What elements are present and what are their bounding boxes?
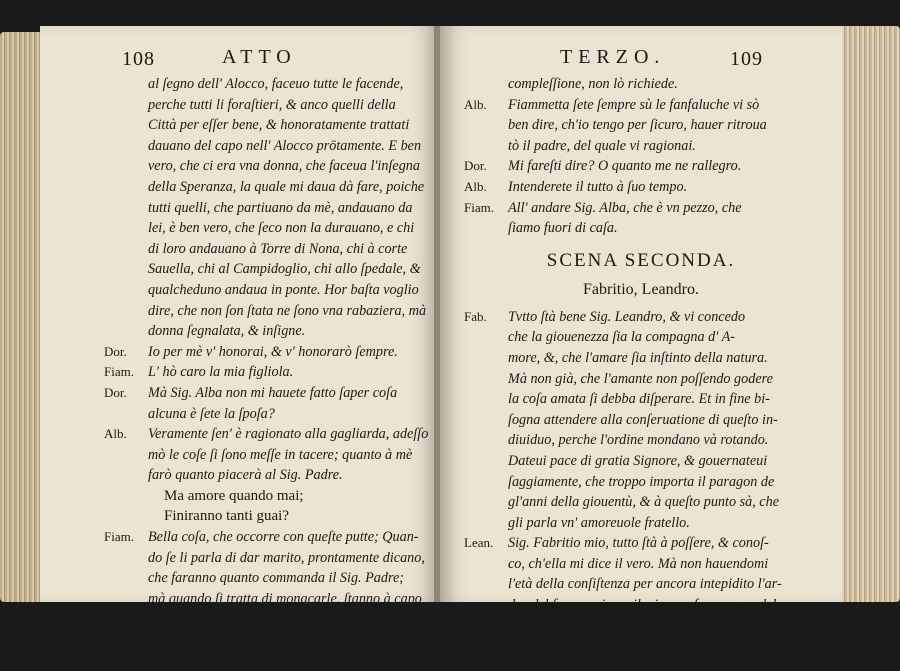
line-text: ſogna attendere alla conſeruatione di queſto in- (508, 411, 778, 428)
text-line (104, 74, 434, 95)
text-line (104, 321, 434, 342)
line-text: Ma amore quando mai; (164, 487, 304, 504)
speaker-label: Dor. (104, 384, 127, 400)
page-edges-right (840, 26, 900, 602)
line-text: dire, che non ſon ſtata ne ſono vna rabaziera, mà (148, 302, 427, 319)
speaker-label: Alb. (104, 426, 127, 442)
text-line (104, 342, 434, 363)
line-text: mà quando ſi tratta di monacarle, ſtanno à capo (148, 590, 422, 607)
text-line (104, 424, 434, 445)
text-line (464, 533, 818, 554)
line-text: ben dire, ch'io tengo per ſicuro, hauer ritroua (508, 117, 767, 134)
text-line (464, 410, 818, 431)
speaker-label: Fiam. (104, 529, 134, 545)
line-text: di loro andauano à Torre di Nona, chi à corte (148, 240, 408, 257)
text-line (464, 554, 818, 575)
line-text: Sauella, chi al Campidoglio, chi allo ſpedale, & (148, 261, 421, 278)
line-text: compleſſione, non lò richiede. (508, 76, 678, 92)
text-line (104, 445, 434, 466)
text-line (104, 301, 434, 322)
line-text: do ſe li parla di dar marito, prontamente dicano, (148, 549, 425, 566)
text-line (104, 259, 434, 280)
line-text: mò le coſe ſi ſono meſſe in tacere; quanto à mè (148, 446, 413, 463)
text-line (464, 307, 818, 328)
text-line (464, 472, 818, 493)
line-text: che faranno quanto commanda il Sig. Padre; (148, 570, 404, 587)
line-text: dauano del capo nell' Alocco prōtamente. E ben (148, 137, 422, 154)
line-text: qualcheduno andaua in ponte. Hor baſta voglio (148, 281, 419, 298)
line-text: co, ch'ella mi dice il vero. Mà non hauendomi (508, 555, 769, 572)
scene-title: SCENA SECONDA. (546, 249, 736, 271)
text-line (104, 651, 434, 671)
page-number: 109 (730, 48, 763, 70)
text-line (104, 548, 434, 569)
text-block (104, 74, 434, 671)
text-block (464, 74, 818, 636)
running-head: ATTO (222, 46, 297, 68)
text-line (464, 595, 818, 616)
text-line (104, 177, 434, 198)
text-line (464, 115, 818, 136)
line-text: vero, che ci era vna donna, che faceua l'inſegna (148, 158, 420, 175)
text-line (104, 486, 434, 507)
text-line (464, 348, 818, 369)
line-text: Dateui pace di gratia Signore, & gouernateui (508, 452, 768, 469)
line-text: perche tutti li foraſtieri, & anco quelli della (148, 96, 396, 113)
line-text: L' hò caro la mia figliola. (148, 364, 294, 381)
text-line (104, 506, 434, 527)
line-text: Mà non già, che l'amante non poſſendo godere (508, 370, 773, 387)
text-line (104, 239, 434, 260)
line-text: lei, è ben vero, che ſeco non la durauano, e chi (148, 220, 415, 237)
text-line (464, 218, 818, 239)
page-number: 108 (122, 48, 155, 70)
line-text: Mà Sig. Alba non mi hauete fatto ſaper coſa (148, 384, 398, 401)
text-line (104, 589, 434, 610)
line-text: che la giouenezza ſia la compagna d' A- (508, 329, 735, 346)
line-text: Mi fareſti dire? O quanto me ne rallegro. (508, 158, 742, 175)
text-line (104, 404, 434, 425)
text-line (464, 513, 818, 534)
speaker-label: Dor. (464, 158, 487, 174)
text-line (104, 115, 434, 136)
line-text: Sig. Fabritio mio, tutto ſtà à poſſere, & conoſ- (508, 535, 769, 552)
line-text: ſiamo fuori di caſa. (508, 220, 618, 237)
line-text: Città per eſſer bene, & honoratamente trattati (148, 117, 410, 134)
text-line (104, 362, 434, 383)
left-page (40, 26, 438, 669)
line-text: Intenderete il tutto à ſuo tempo. (508, 178, 688, 195)
line-text: la coſa amata ſi debba diſperare. Et in fine bi- (508, 391, 770, 408)
line-text: alcuna è ſete la ſpoſa? (148, 405, 275, 422)
line-text: Io per mè v' honorai, & v' honorarò ſempre. (148, 343, 398, 360)
text-line (464, 574, 818, 595)
text-line (104, 198, 434, 219)
text-line (104, 465, 434, 486)
character-list: Fabritio, Leandro. (583, 280, 699, 298)
text-line (464, 198, 818, 219)
text-line (104, 383, 434, 404)
text-line (104, 280, 434, 301)
text-line (104, 136, 434, 157)
line-text: donna ſegnalata, & inſigne. (148, 323, 306, 340)
speaker-label: Dor. (104, 343, 127, 359)
text-line (104, 568, 434, 589)
line-text: al ſegno dell' Alocco, faceuo tutte le facende, (148, 76, 404, 92)
text-line (464, 156, 818, 177)
line-text: Bella coſa, che occorre con queſte putte; Quan- (148, 529, 419, 546)
text-line (464, 430, 818, 451)
text-line (464, 451, 818, 472)
line-text: Finiranno tanti guai? (164, 508, 289, 525)
line-text: ſaggiamente, che troppo importa il paragon de (508, 473, 775, 490)
text-line (464, 492, 818, 513)
line-text: more, &, che l'amare ſia inſtinto della natura. (508, 349, 768, 366)
line-text: conſiglio (767, 617, 818, 634)
line-text: gli parla vn' amoreuole fratello. (508, 514, 690, 531)
line-text: dor del ſangue giouenile, io non ſon capace del (508, 597, 777, 614)
text-line (104, 630, 434, 651)
text-line (464, 74, 818, 95)
text-line (104, 527, 434, 548)
line-text: compleſſione (360, 652, 434, 669)
text-line (464, 95, 818, 116)
line-text: baſſo moſtrando molta modeſtia, e ſe ſono ricer- (148, 611, 421, 628)
text-line (104, 156, 434, 177)
line-text: tutti quelli, che partiuano da mè, andauano da (148, 199, 413, 216)
line-text: Veramente ſen' è ragionato alla gagliarda, adeſſo (148, 426, 429, 443)
speaker-label: Fiam. (464, 199, 494, 215)
line-text: diuiduo, perche l'ordine mondano và rotando. (508, 432, 769, 449)
speaker-label: Fiam. (104, 364, 134, 380)
line-text: Tvtto ſtà bene Sig. Leandro, & vi concedo (508, 308, 746, 325)
text-line (104, 218, 434, 239)
line-text: tò il padre, del quale vi ragionai. (508, 137, 696, 154)
text-line (464, 389, 818, 410)
line-text: cate di conſenſo; dicano, che la loro debile (148, 632, 392, 649)
line-text: l'età della conſiſtenza per ancora intepidito l'ar- (508, 576, 782, 593)
running-head: TERZO. (560, 46, 666, 68)
text-line (104, 95, 434, 116)
open-book (0, 12, 900, 669)
text-line (464, 136, 818, 157)
text-line (464, 177, 818, 198)
speaker-label: Alb. (464, 96, 487, 112)
line-text: Fiammetta ſete ſempre sù le fanfaluche vi sò (508, 96, 760, 113)
line-text: gl'anni della giouentù, & à queſto punto sà, che (508, 494, 779, 511)
text-line (464, 616, 818, 637)
speaker-label: Fab. (464, 308, 487, 324)
text-line (104, 609, 434, 630)
line-text: farò quanto piacerà al Sig. Padre. (148, 467, 343, 484)
right-page (440, 26, 842, 634)
text-line (464, 327, 818, 348)
speaker-label: Lean. (464, 535, 494, 551)
line-text: della Speranza, la quale mi daua dà fare, poiche (148, 178, 425, 195)
text-line (464, 369, 818, 390)
line-text: All' andare Sig. Alba, che è vn pezzo, che (508, 199, 742, 216)
speaker-label: Alb. (464, 178, 487, 194)
